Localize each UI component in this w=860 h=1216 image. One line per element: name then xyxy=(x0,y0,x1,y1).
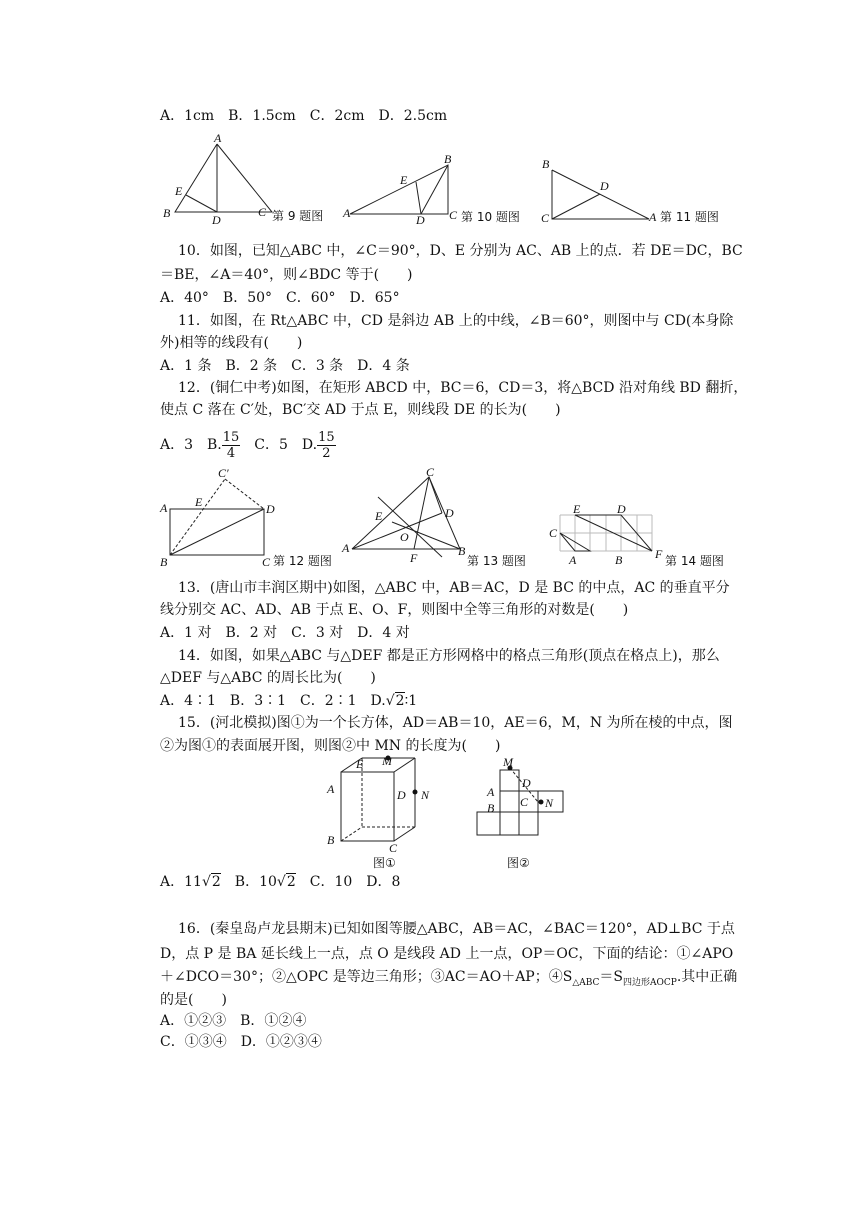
svg-text:C: C xyxy=(520,795,529,809)
q12-opt-a: A．3 B. xyxy=(160,437,222,453)
q11-options: A．1 条 B．2 条 C．3 条 D．4 条 xyxy=(160,358,410,374)
q10-options: A．40° B．50° C．60° D．65° xyxy=(160,290,400,306)
svg-text:D: D xyxy=(266,502,275,516)
svg-text:C: C xyxy=(449,208,458,222)
svg-text:A: A xyxy=(214,131,222,145)
svg-text:E: E xyxy=(175,184,183,198)
fig13-caption: 第 13 题图 xyxy=(467,554,526,568)
svg-text:B: B xyxy=(542,157,550,171)
svg-text:B: B xyxy=(615,553,623,567)
svg-text:M: M xyxy=(382,754,392,768)
svg-text:B: B xyxy=(444,152,452,166)
svg-text:C: C xyxy=(426,465,435,479)
svg-text:B: B xyxy=(327,833,335,847)
figure-15-1 xyxy=(320,752,440,872)
figure-11 xyxy=(536,150,736,230)
q16-line1: 16．(秦皇岛卢龙县期末)已知如图等腰△ABC，AB＝AC，∠BAC＝120°，AD⊥BC 于点 xyxy=(178,921,735,937)
fig11-caption: 第 11 题图 xyxy=(660,210,719,224)
svg-text:C: C xyxy=(258,205,267,219)
fig9-caption: 第 9 题图 xyxy=(272,209,324,223)
svg-text:D: D xyxy=(212,213,221,227)
fig15-1-caption: 图① xyxy=(373,856,396,870)
q9-options: A．1cm B．1.5cm C．2cm D．2.5cm xyxy=(160,108,448,124)
svg-text:F: F xyxy=(410,551,418,565)
svg-text:D: D xyxy=(397,788,406,802)
q13-line2: 线分别交 AC、AD、AB 于点 E、O、F，则图中全等三角形的对数是( ) xyxy=(160,602,629,618)
svg-text:D: D xyxy=(617,502,626,516)
q16-line2: D，点 P 是 BA 延长线上一点，点 O 是线段 AD 上一点，OP＝OC，下面的结论：①∠APO xyxy=(160,946,734,962)
figure-12 xyxy=(158,465,348,570)
figure-9 xyxy=(160,131,340,230)
q12-line2: 使点 C 落在 C′处，BC′交 AD 于点 E，则线段 DE 的长为( ) xyxy=(160,402,561,418)
svg-text:B: B xyxy=(163,206,171,220)
svg-text:A: A xyxy=(343,206,351,220)
q15-line1: 15．(河北模拟)图①为一个长方体，AD＝AB＝10，AE＝6，M，N 为所在棱的中点，图 xyxy=(178,715,733,731)
svg-text:B: B xyxy=(160,555,168,569)
svg-text:A: A xyxy=(160,501,168,515)
svg-text:E: E xyxy=(375,509,383,523)
svg-text:N: N xyxy=(545,796,554,810)
q15-options: A．11√2 B．10√2 C．10 D．8 xyxy=(160,874,401,890)
svg-text:C′: C′ xyxy=(218,466,229,480)
svg-text:F: F xyxy=(655,547,663,561)
svg-text:D: D xyxy=(600,179,609,193)
svg-text:D: D xyxy=(416,213,425,227)
figure-14 xyxy=(545,500,745,570)
svg-text:A: A xyxy=(327,782,335,796)
q10-line1: 10．如图，已知△ABC 中，∠C＝90°，D、E 分别为 AC、AB 上的点．若 DE＝DC，BC xyxy=(178,243,743,259)
svg-text:C: C xyxy=(549,526,558,540)
q14-line1: 14．如图，如果△ABC 与△DEF 都是正方形网格中的格点三角形(顶点在格点上)，那么 xyxy=(178,648,720,664)
svg-text:A: A xyxy=(342,541,350,555)
svg-text:O: O xyxy=(400,530,409,544)
q12-opt-c: C．5 D. xyxy=(240,437,318,453)
svg-text:A: A xyxy=(569,553,577,567)
fig12-caption: 第 12 题图 xyxy=(273,554,332,568)
q14-options: A．4∶1 B．3∶1 C．2∶1 D.√2∶1 xyxy=(160,693,418,709)
q13-line1: 13．(唐山市丰润区期中)如图，△ABC 中，AB＝AC，D 是 BC 的中点，AC 的垂直平分 xyxy=(178,580,730,596)
svg-text:C: C xyxy=(262,555,271,569)
fig15-2-caption: 图② xyxy=(507,856,530,870)
fig10-caption: 第 10 题图 xyxy=(461,210,520,224)
svg-text:D: D xyxy=(522,776,531,790)
q15-line2: ②为图①的表面展开图，则图②中 MN 的长度为( ) xyxy=(160,738,501,754)
svg-text:B: B xyxy=(487,801,495,815)
svg-text:M: M xyxy=(503,755,513,769)
q12-options xyxy=(160,428,336,462)
svg-text:D: D xyxy=(445,506,454,520)
q11-line1: 11．如图，在 Rt△ABC 中，CD 是斜边 AB 上的中线，∠B＝60°，则图中与 CD(本身除 xyxy=(178,313,734,329)
fig14-caption: 第 14 题图 xyxy=(665,554,724,568)
q11-line2: 外)相等的线段有( ) xyxy=(160,335,303,351)
svg-text:B: B xyxy=(458,544,466,558)
svg-text:E: E xyxy=(400,173,408,187)
q12-frac-d: $\frac{15}{2}$ xyxy=(318,429,335,461)
figure-15-2 xyxy=(470,752,580,872)
q16-line3: ＋∠DCO＝30°；②△OPC 是等边三角形；③AC＝AO＋AP；$④S_{\triangle ABC}=S_{四边形AOCP}$.其中正确 xyxy=(160,969,738,988)
svg-text:E: E xyxy=(573,502,581,516)
figure-13 xyxy=(340,465,540,570)
svg-text:A: A xyxy=(487,785,495,799)
q16-options-1: A．①②③ B．①②④ xyxy=(160,1013,307,1029)
q16-line4: 的是( ) xyxy=(160,992,227,1008)
q10-line2: ＝BE，∠A＝40°，则∠BDC 等于( ) xyxy=(160,267,413,283)
svg-text:N: N xyxy=(421,788,430,802)
q13-options: A．1 对 B．2 对 C．3 对 D．4 对 xyxy=(160,625,410,641)
svg-text:C: C xyxy=(541,211,550,225)
figure-10 xyxy=(340,150,540,230)
svg-text:A: A xyxy=(649,210,657,224)
q12-line1: 12．(铜仁中考)如图，在矩形 ABCD 中，BC＝6，CD＝3，将△BCD 沿对角线 BD 翻折， xyxy=(178,380,748,396)
q12-frac-b: $\frac{15}{4}$ xyxy=(222,429,240,461)
svg-text:E: E xyxy=(356,757,364,771)
svg-text:C: C xyxy=(389,841,398,855)
svg-text:E: E xyxy=(195,495,203,509)
q16-options-2: C．①③④ D．①②③④ xyxy=(160,1034,322,1050)
q14-line2: △DEF 与△ABC 的周长比为( ) xyxy=(160,670,376,686)
